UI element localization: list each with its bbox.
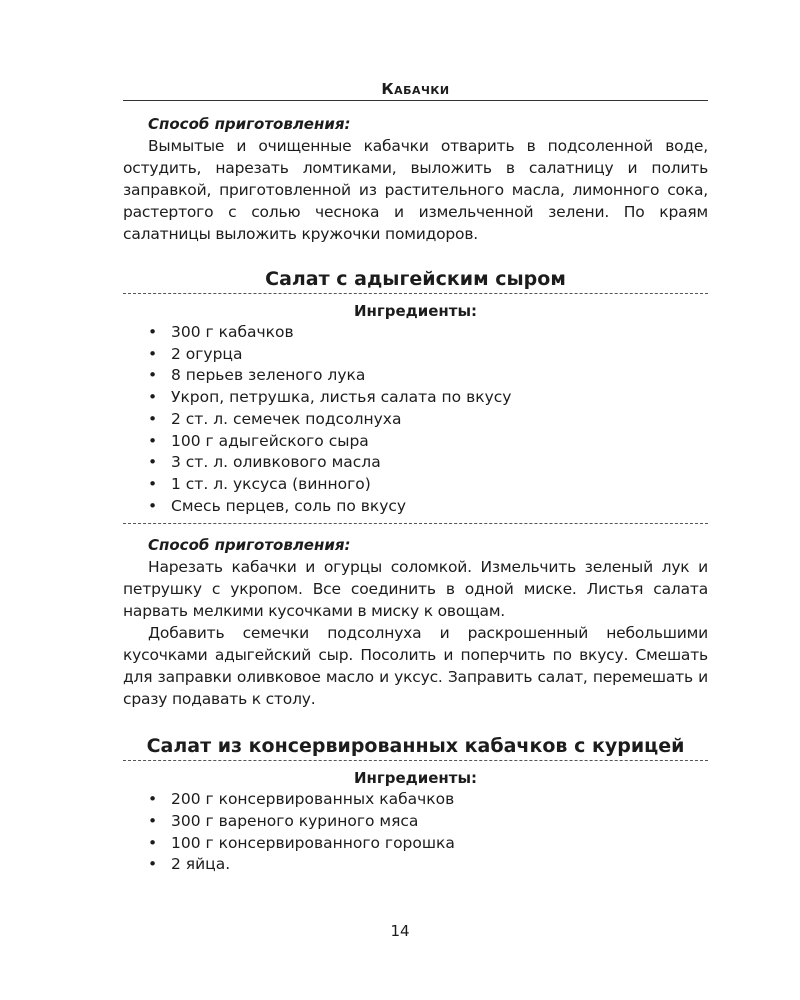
dashed-divider xyxy=(123,760,708,761)
method-paragraph: Добавить семечки подсолнуха и раскрошенный небольшими кусочками адыгейский сыр. Посолить и поперчить по вкусу. Смешать для заправки оливковое масло и уксус. Заправить салат, перемешать и сразу подавать к столу. xyxy=(123,624,708,709)
ingredient-item: • 300 г вареного куриного мяса xyxy=(148,811,708,833)
ingredient-item: • Укроп, петрушка, листья салата по вкусу xyxy=(148,387,708,409)
ingredient-item: • 3 ст. л. оливкового масла xyxy=(148,452,708,474)
ingredient-item: • 2 яйца. xyxy=(148,854,708,876)
ingredient-item: • 2 огурца xyxy=(148,344,708,366)
method-paragraph: Вымытые и очищенные кабачки отварить в подсоленной воде, остудить, нарезать ломтиками, выложить в салатницу и полить заправкой, приготовленной из растительного масла, лимонного сока, растертого с солью чеснока и измельченной зелени. По краям салатницы выложить кружочки помидоров. xyxy=(123,137,708,243)
ingredient-item: • 100 г адыгейского сыра xyxy=(148,431,708,453)
ingredients-heading: Ингредиенты: xyxy=(353,302,478,320)
header-rule xyxy=(123,100,708,101)
recipe-title: Салат с адыгейским сыром xyxy=(265,268,566,290)
ingredient-item: • 300 г кабачков xyxy=(148,322,708,344)
dashed-divider xyxy=(123,293,708,294)
page-number: 14 xyxy=(390,922,410,940)
running-header: Кабачки xyxy=(381,80,450,98)
method-label: Способ приготовления: xyxy=(148,536,351,555)
ingredients-list xyxy=(123,789,708,876)
ingredient-item: • 8 перьев зеленого лука xyxy=(148,365,708,387)
ingredients-heading: Ингредиенты: xyxy=(353,769,478,788)
recipe-title: Салат из консервированных кабачков с курицей xyxy=(146,735,685,758)
ingredient-item: • 200 г консервированных кабачков xyxy=(148,789,708,811)
ingredient-item: • Смесь перцев, соль по вкусу xyxy=(148,496,708,518)
ingredient-item: • 1 ст. л. уксуса (винного) xyxy=(148,474,708,496)
method-label: Способ приготовления: xyxy=(148,115,351,133)
method-paragraph: Нарезать кабачки и огурцы соломкой. Измельчить зеленый лук и петрушку с укропом. Все соединить в одной миске. Листья салата нарвать мелкими кусочками в миску к овощам. xyxy=(123,558,708,621)
ingredient-item: • 100 г консервированного горошка xyxy=(148,833,708,855)
ingredients-list xyxy=(123,322,708,517)
page-content xyxy=(123,78,708,876)
dashed-divider xyxy=(123,523,708,524)
ingredient-item: • 2 ст. л. семечек подсолнуха xyxy=(148,409,708,431)
